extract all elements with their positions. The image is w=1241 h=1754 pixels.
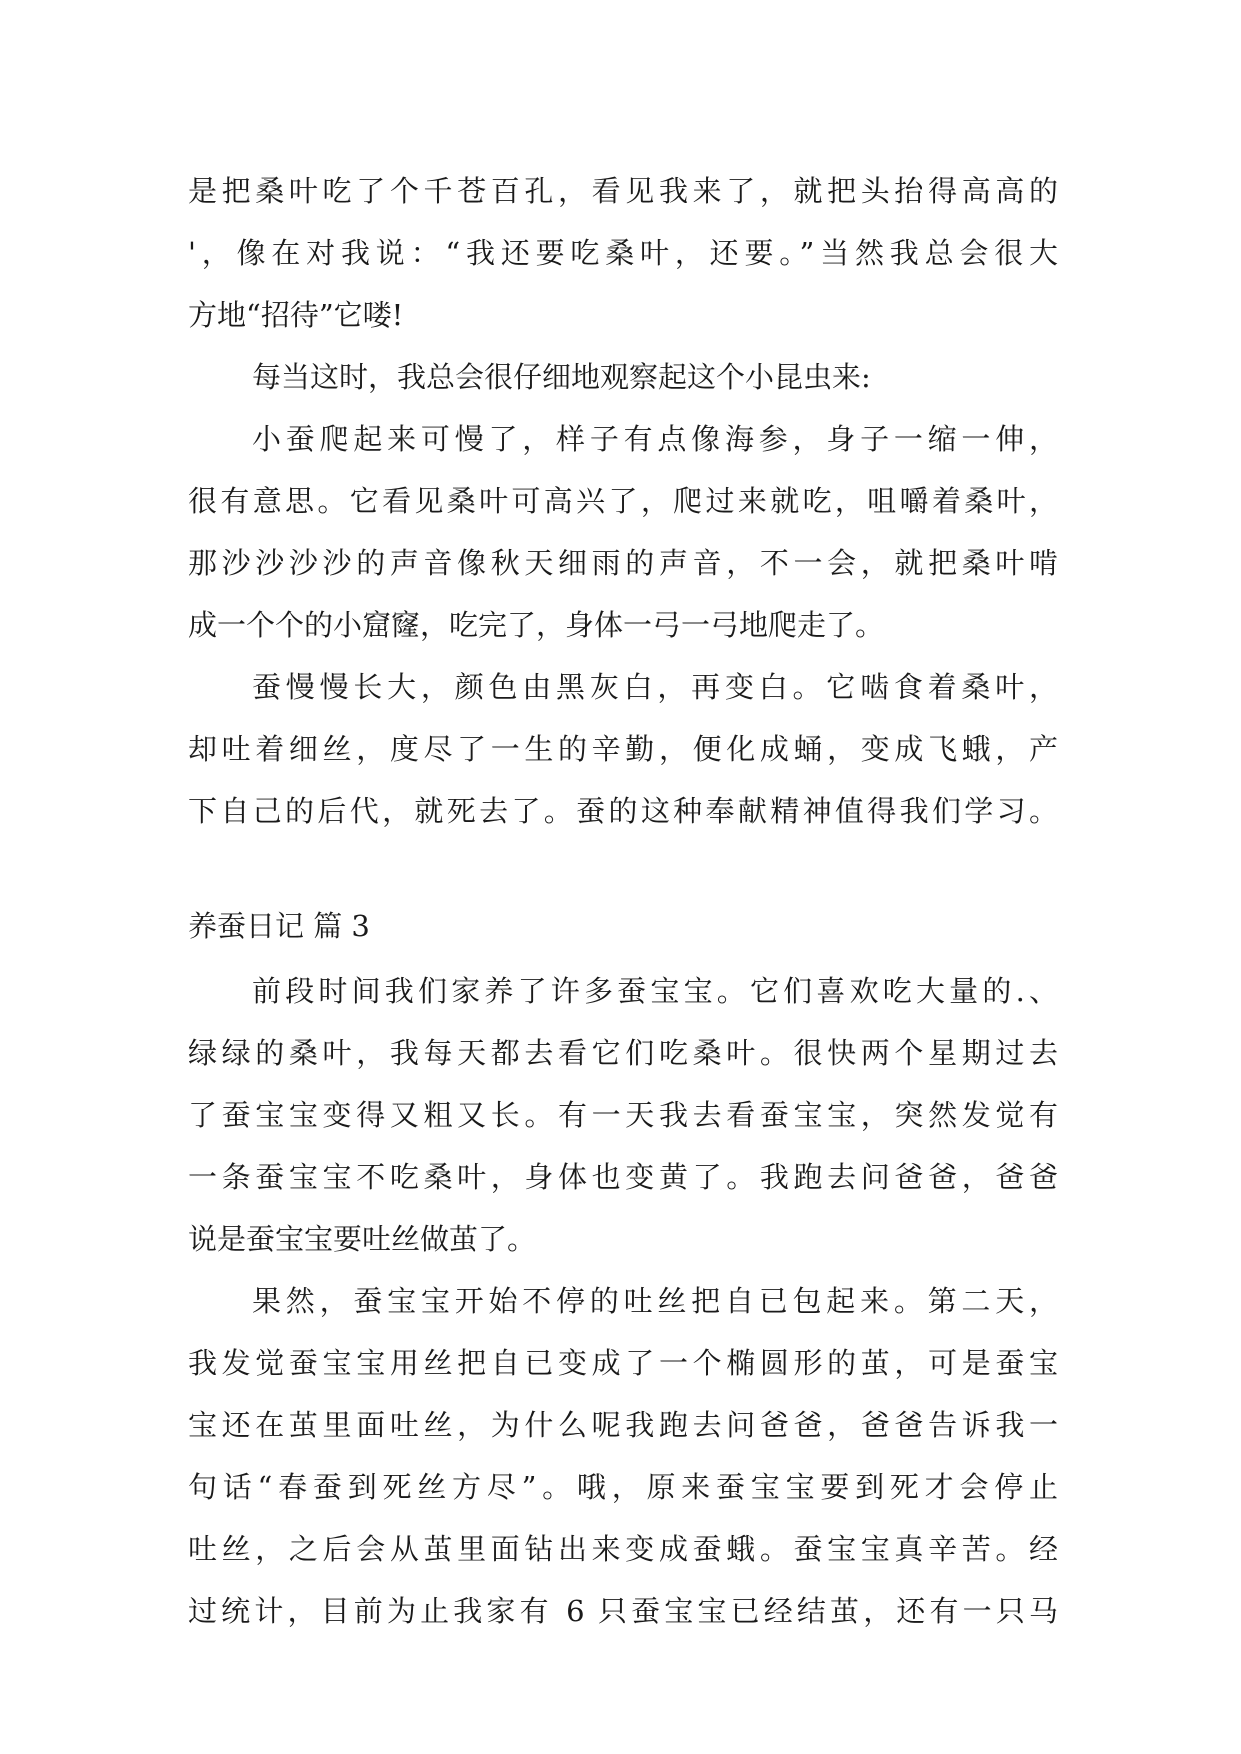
text-line: 是把桑叶吃了个千苍百孔，看见我来了，就把头抬得高高的 (188, 174, 1058, 208)
text-line: 一条蚕宝宝不吃桑叶，身体也变黄了。我跑去问爸爸，爸爸 (188, 1160, 1058, 1194)
text-line: 我发觉蚕宝宝用丝把自已变成了一个椭圆形的茧，可是蚕宝 (188, 1346, 1058, 1380)
text-line: 下自己的后代，就死去了。蚕的这种奉献精神值得我们学习。 (188, 794, 1058, 828)
text-line: 绿绿的桑叶，我每天都去看它们吃桑叶。很快两个星期过去 (188, 1036, 1058, 1070)
text-line: 很有意思。它看见桑叶可高兴了，爬过来就吃，咀嚼着桑叶， (188, 484, 1058, 518)
text-line: 果然，蚕宝宝开始不停的吐丝把自已包起来。第二天， (252, 1284, 1058, 1318)
text-line: 了蚕宝宝变得又粗又长。有一天我去看蚕宝宝，突然发觉有 (188, 1098, 1058, 1132)
text-line: 说是蚕宝宝要吐丝做茧了。 (188, 1222, 537, 1256)
text-line: 小蚕爬起来可慢了，样子有点像海参，身子一缩一伸， (252, 422, 1058, 456)
text-line: 句话“春蚕到死丝方尽”。哦，原来蚕宝宝要到死才会停止 (188, 1470, 1058, 1504)
section-spacer (188, 842, 1058, 892)
text-line: 方地“招待”它喽! (188, 298, 404, 332)
text-line: 吐丝，之后会从茧里面钻出来变成蚕蛾。蚕宝宝真辛苦。经 (188, 1532, 1058, 1566)
text-line: 蚕慢慢长大，颜色由黑灰白，再变白。它啮食着桑叶， (252, 670, 1058, 704)
text-line: 每当这时，我总会很仔细地观察起这个小昆虫来: (252, 360, 871, 394)
text-line: 前段时间我们家养了许多蚕宝宝。它们喜欢吃大量的.、 (252, 974, 1058, 1008)
section-heading: 养蚕日记 篇 3 (188, 909, 370, 943)
text-line: 宝还在茧里面吐丝，为什么呢我跑去问爸爸，爸爸告诉我一 (188, 1408, 1058, 1442)
document-body (188, 160, 1058, 1642)
text-line: 过统计，目前为止我家有 6 只蚕宝宝已经结茧，还有一只马 (188, 1594, 1058, 1628)
text-line: 成一个个的小窟窿，吃完了，身体一弓一弓地爬走了。 (188, 608, 885, 642)
text-line: 那沙沙沙沙的声音像秋天细雨的声音，不一会，就把桑叶啃 (188, 546, 1058, 580)
text-line: 却吐着细丝，度尽了一生的辛勤，便化成蛹，变成飞蛾，产 (188, 732, 1058, 766)
text-line: '，像在对我说：“我还要吃桑叶，还要。”当然我总会很大 (188, 236, 1058, 270)
